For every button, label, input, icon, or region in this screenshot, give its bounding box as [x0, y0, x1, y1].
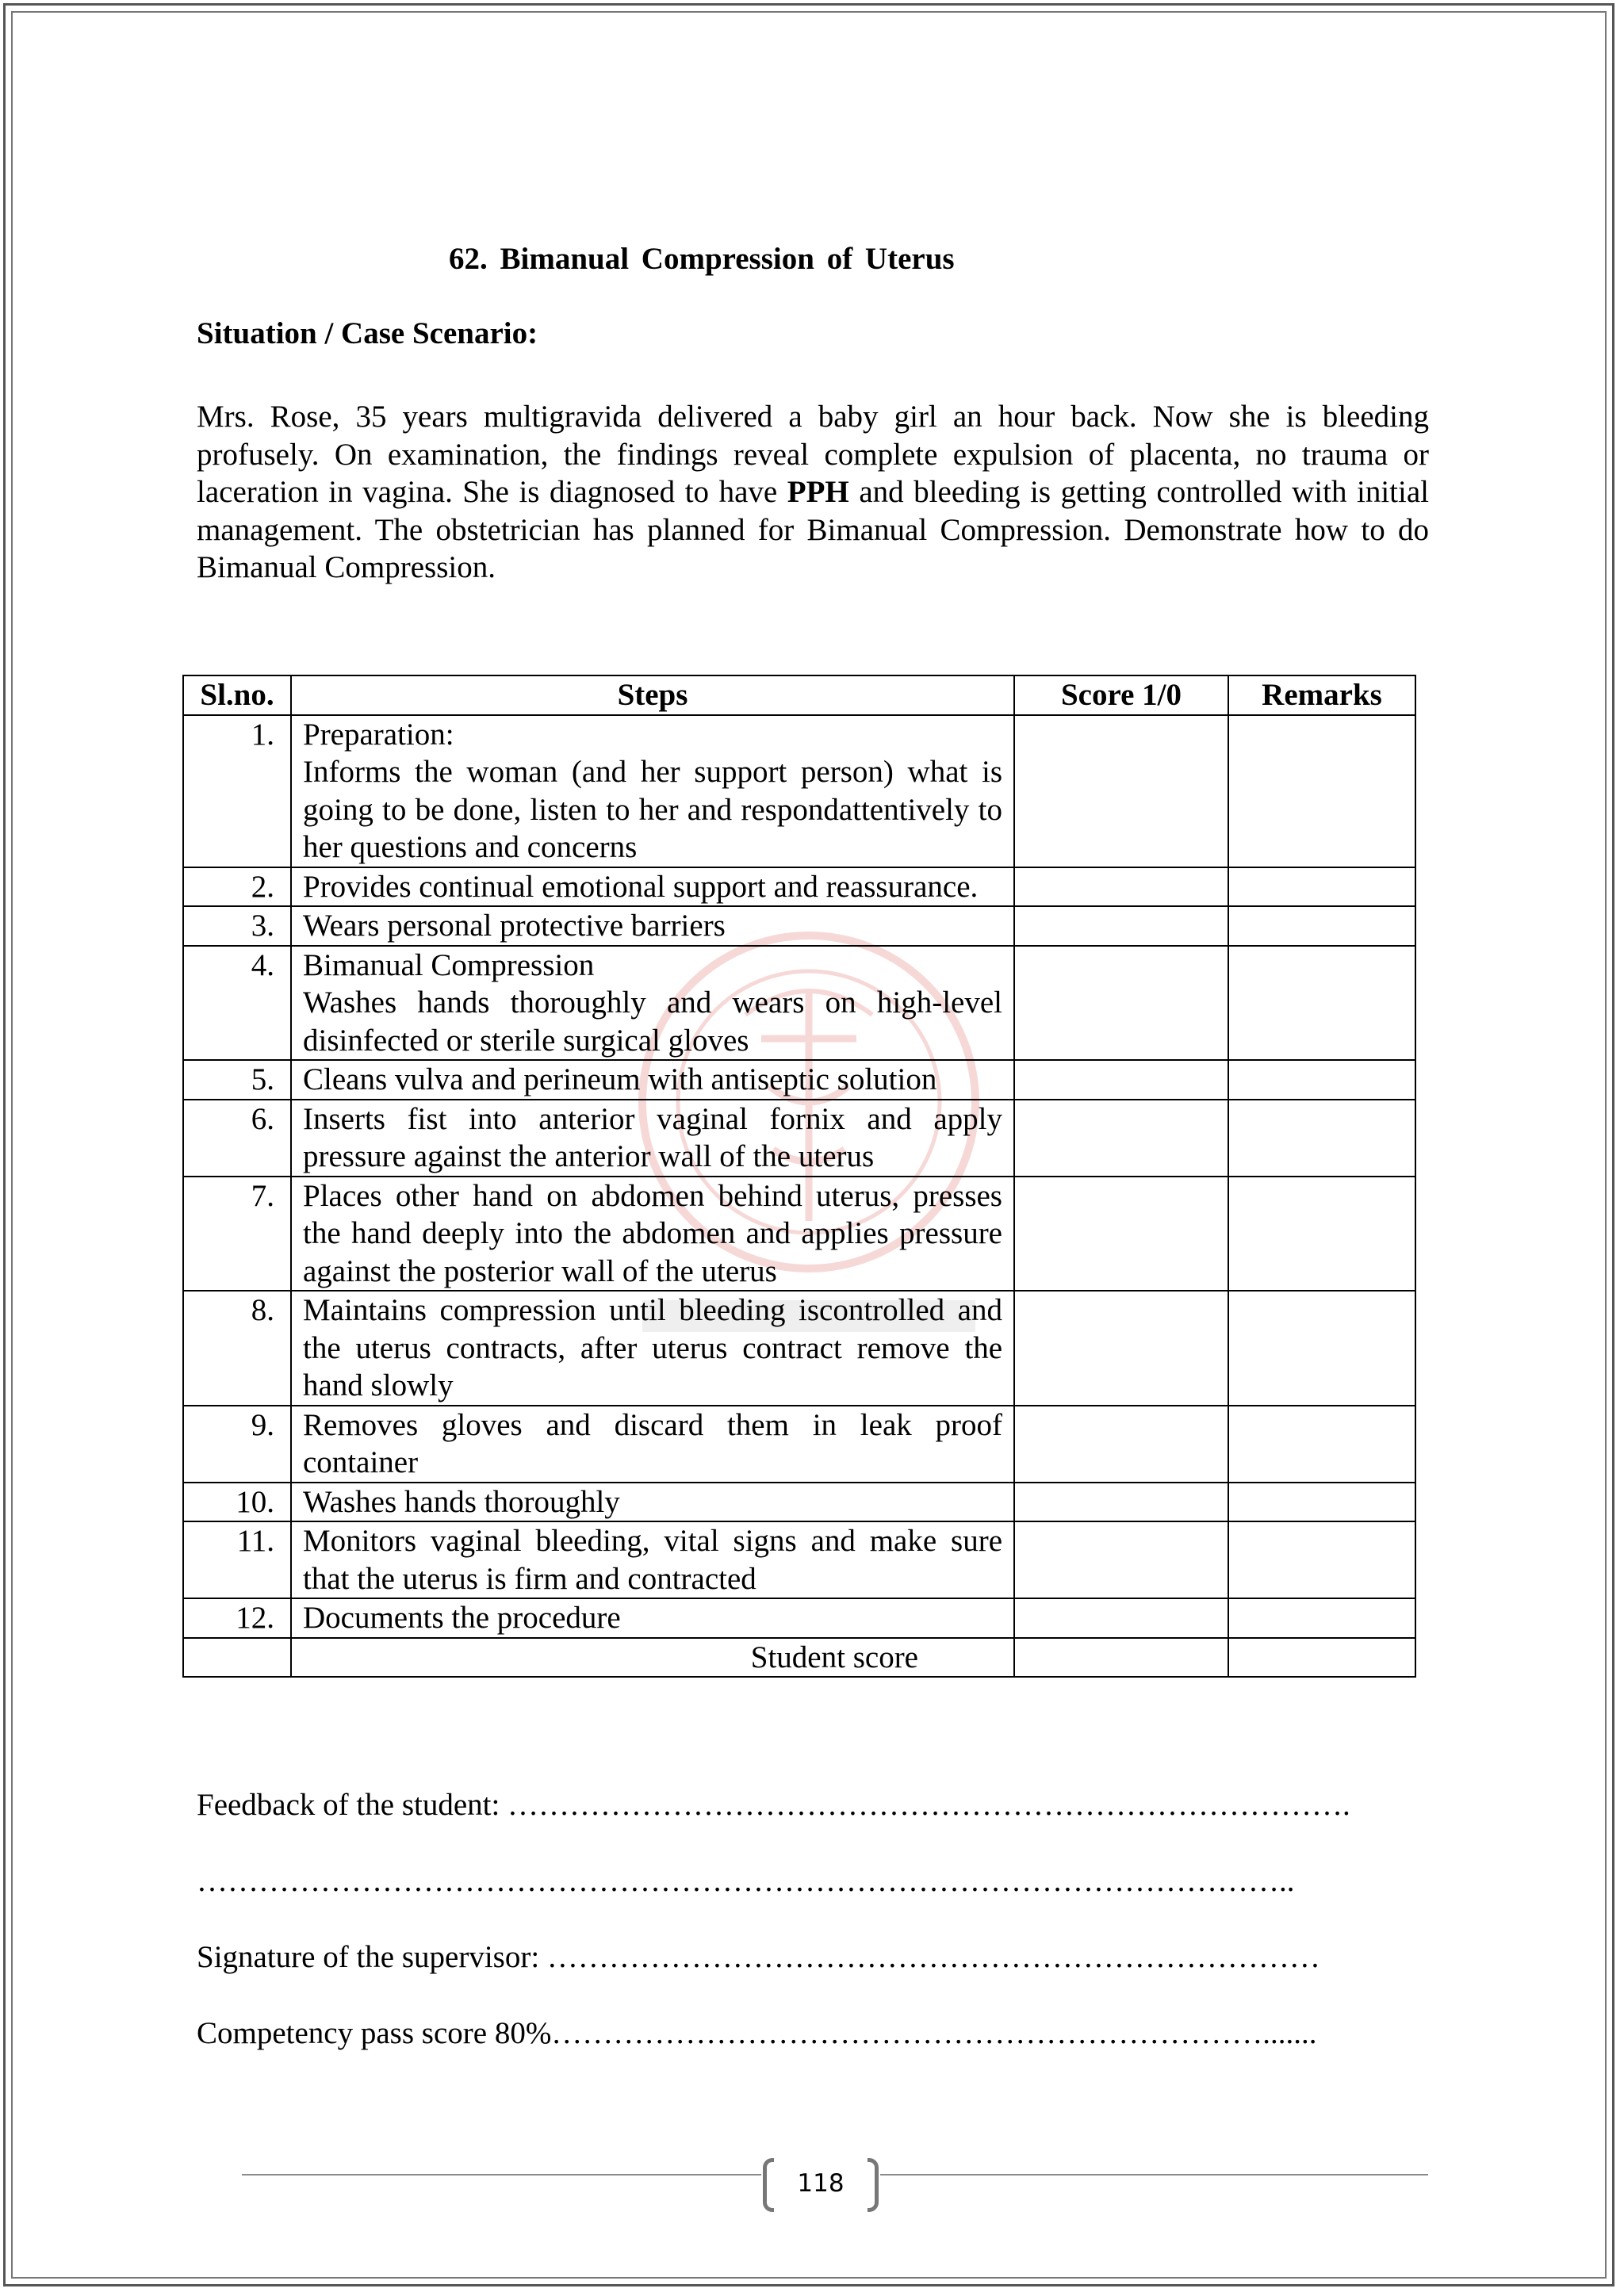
score-cell[interactable]	[1014, 1598, 1228, 1638]
remarks-cell[interactable]	[1228, 1060, 1415, 1100]
score-cell[interactable]	[1014, 1521, 1228, 1598]
remarks-cell[interactable]	[1228, 715, 1415, 867]
row-number: 1.	[183, 715, 291, 867]
score-cell[interactable]	[1014, 1177, 1228, 1292]
step-text: Washes hands thoroughly and wears on high-level disinfected or sterile surgical gloves	[303, 985, 1002, 1058]
row-number: 11.	[183, 1521, 291, 1598]
row-number: 3.	[183, 906, 291, 946]
row-number: 8.	[183, 1291, 291, 1406]
step-text: Bimanual Compression	[303, 947, 595, 982]
page-title: 62. Bimanual Compression of Uterus	[449, 242, 955, 276]
row-number: 5.	[183, 1060, 291, 1100]
row-number: 7.	[183, 1177, 291, 1292]
step-text: Removes gloves and discard them in leak proof container	[303, 1407, 1002, 1479]
row-step	[291, 867, 1014, 907]
header-slno: Sl.no.	[183, 675, 291, 715]
total-remarks-cell[interactable]	[1228, 1638, 1415, 1678]
table-header-row	[183, 675, 1415, 715]
row-number: 10.	[183, 1483, 291, 1522]
score-cell[interactable]	[1014, 1060, 1228, 1100]
table-row	[183, 867, 1415, 907]
total-row	[183, 1638, 1415, 1678]
remarks-cell[interactable]	[1228, 1598, 1415, 1638]
competency-line: Competency pass score 80%…………………………………………………………….......	[197, 2016, 1317, 2050]
row-number: 4.	[183, 946, 291, 1061]
table-row	[183, 906, 1415, 946]
score-cell[interactable]	[1014, 1291, 1228, 1406]
score-cell[interactable]	[1014, 1100, 1228, 1177]
total-empty-cell	[183, 1638, 291, 1678]
remarks-cell[interactable]	[1228, 946, 1415, 1061]
student-score-label: Student score	[291, 1638, 1014, 1678]
step-text: Inserts fist into anterior vaginal fornix and apply pressure against the anterior wall of the uterus	[303, 1101, 1002, 1173]
row-step	[291, 1521, 1014, 1598]
row-step	[291, 1483, 1014, 1522]
row-number: 2.	[183, 867, 291, 907]
table-row	[183, 1598, 1415, 1638]
score-cell[interactable]	[1014, 946, 1228, 1061]
score-cell[interactable]	[1014, 1483, 1228, 1522]
table-row	[183, 1521, 1415, 1598]
checklist-table	[182, 675, 1416, 1678]
checklist-body	[183, 715, 1415, 1678]
table-row	[183, 1177, 1415, 1292]
feedback-line: Feedback of the student: ……………………………………………………………………….	[197, 1788, 1350, 1822]
remarks-cell[interactable]	[1228, 1291, 1415, 1406]
table-row	[183, 1406, 1415, 1483]
step-text: Preparation:	[303, 717, 454, 752]
score-cell[interactable]	[1014, 906, 1228, 946]
scenario-paragraph	[197, 398, 1429, 587]
step-text: Monitors vaginal bleeding, vital signs and make sure that the uterus is firm and contracted	[303, 1524, 1002, 1596]
feedback-dots-line: ……………………………………………………………………………………………..	[197, 1864, 1295, 1898]
table-row	[183, 946, 1415, 1061]
step-text: Places other hand on abdomen behind uterus, presses the hand deeply into the abdomen and applies pressure against the posterior wall of the uterus	[303, 1178, 1002, 1288]
scenario-text-2: and bleeding is getting controlled with initial management. The obstetrician has planned for Bimanual Compression. Demonstrate how to do Bimanual Compression.	[197, 475, 1429, 584]
score-cell[interactable]	[1014, 1406, 1228, 1483]
page-bracket-right	[868, 2158, 879, 2212]
remarks-cell[interactable]	[1228, 906, 1415, 946]
remarks-cell[interactable]	[1228, 1100, 1415, 1177]
table-row	[183, 1291, 1415, 1406]
row-number: 9.	[183, 1406, 291, 1483]
table-row	[183, 1060, 1415, 1100]
page-number: 118	[797, 2169, 845, 2198]
row-step	[291, 1177, 1014, 1292]
page-bracket-left	[763, 2158, 774, 2212]
scenario-text-1: Mrs. Rose, 35 years multigravida delivered a baby girl an hour back. Now she is bleeding profusely. On examination, the findings reveal complete expulsion of placenta, no trauma or laceration in vagina. She is diagnosed to have	[197, 400, 1429, 509]
score-cell[interactable]	[1014, 867, 1228, 907]
step-text: Washes hands thoroughly	[303, 1484, 620, 1519]
table-row	[183, 1100, 1415, 1177]
supervisor-signature-line: Signature of the supervisor: …………………………………………………………………	[197, 1940, 1320, 1974]
row-number: 12.	[183, 1598, 291, 1638]
row-step	[291, 715, 1014, 867]
remarks-cell[interactable]	[1228, 1177, 1415, 1292]
remarks-cell[interactable]	[1228, 867, 1415, 907]
step-text: Wears personal protective barriers	[303, 909, 726, 943]
step-text: Informs the woman (and her support person) what is going to be done, listen to her and respondattentively to her questions and concerns	[303, 755, 1002, 864]
remarks-cell[interactable]	[1228, 1406, 1415, 1483]
row-step	[291, 906, 1014, 946]
row-step	[291, 946, 1014, 1061]
total-score-cell[interactable]	[1014, 1638, 1228, 1678]
step-text: Documents the procedure	[303, 1601, 621, 1635]
header-score: Score 1/0	[1014, 675, 1228, 715]
step-text: Provides continual emotional support and reassurance.	[303, 869, 979, 904]
row-step	[291, 1060, 1014, 1100]
header-steps: Steps	[291, 675, 1014, 715]
step-text: Maintains compression until bleeding iscontrolled and the uterus contracts, after uterus contract remove the hand slowly	[303, 1293, 1002, 1402]
score-cell[interactable]	[1014, 715, 1228, 867]
row-step	[291, 1291, 1014, 1406]
row-step	[291, 1406, 1014, 1483]
table-row	[183, 1483, 1415, 1522]
step-text: Cleans vulva and perineum with antiseptic solution	[303, 1062, 937, 1096]
header-remarks: Remarks	[1228, 675, 1415, 715]
remarks-cell[interactable]	[1228, 1521, 1415, 1598]
table-row	[183, 715, 1415, 867]
row-step	[291, 1100, 1014, 1177]
row-step	[291, 1598, 1014, 1638]
row-number: 6.	[183, 1100, 291, 1177]
scenario-pph-bold: PPH	[787, 475, 849, 509]
remarks-cell[interactable]	[1228, 1483, 1415, 1522]
scenario-heading: Situation / Case Scenario:	[197, 316, 538, 350]
